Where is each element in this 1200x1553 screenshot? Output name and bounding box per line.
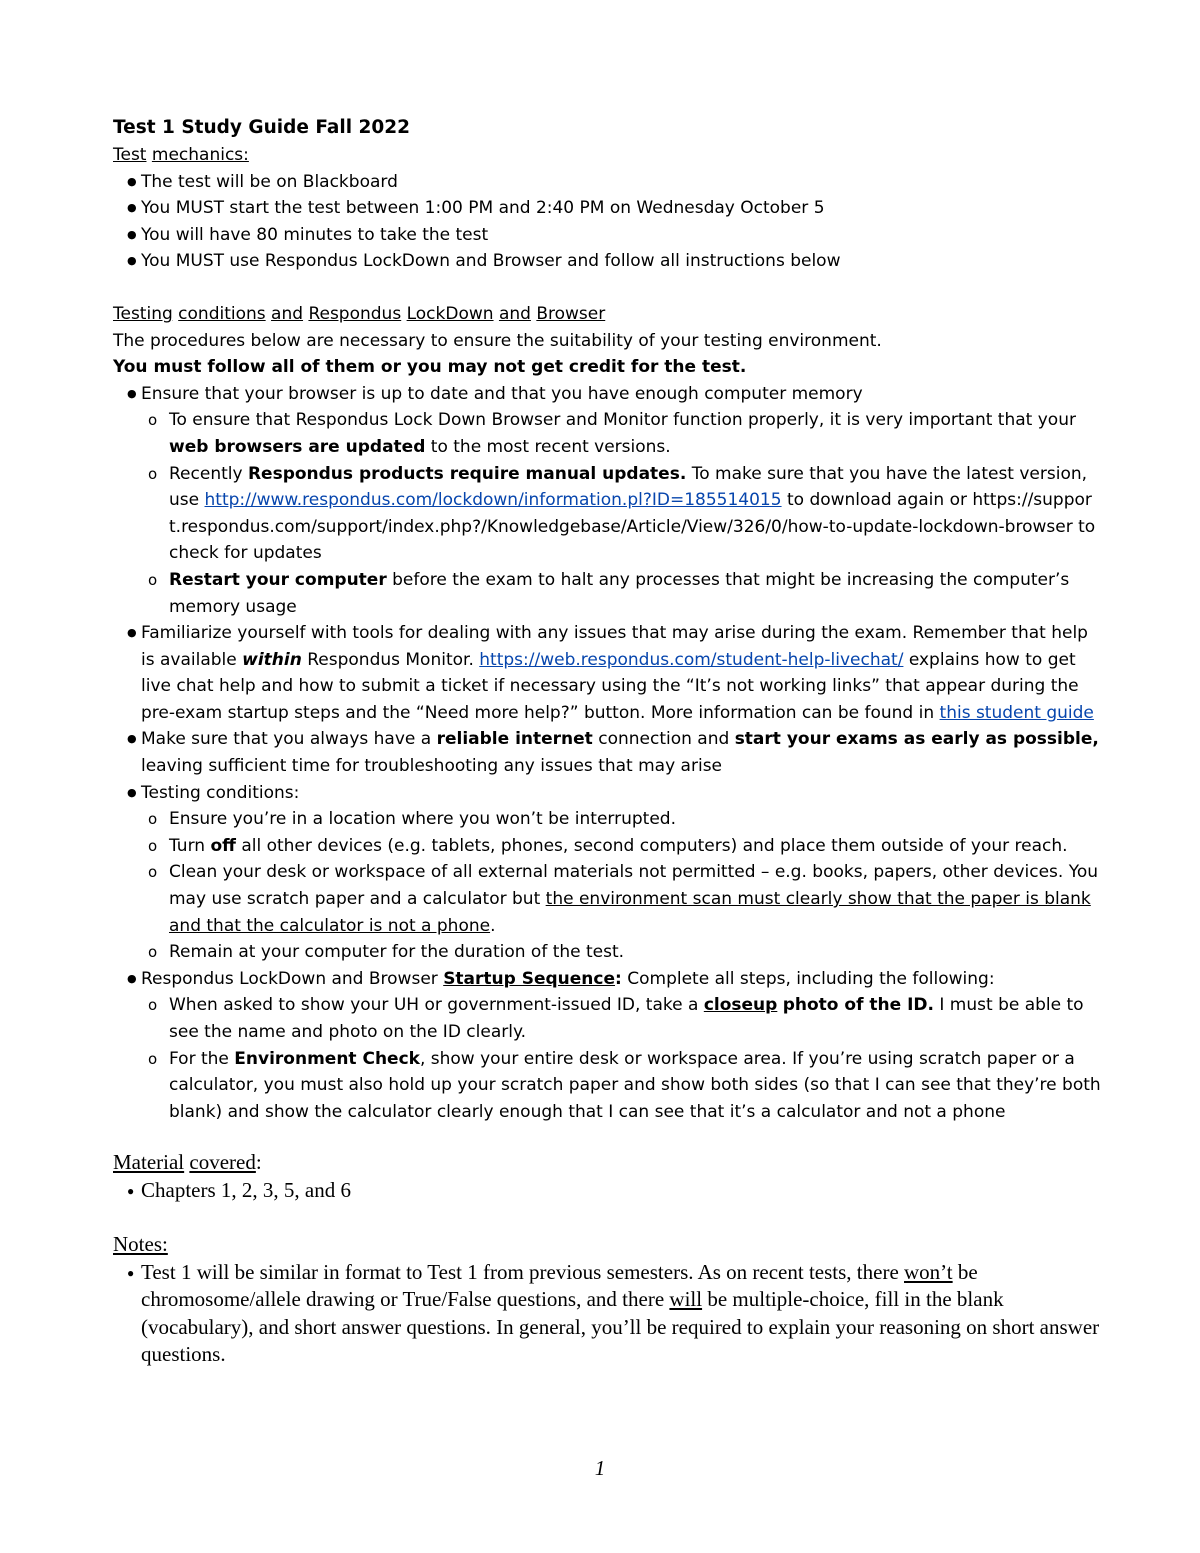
material-heading: Material covered: [113,1150,262,1175]
conditions-warning: You must follow all of them or you may not get credit for the test. [113,357,747,378]
list-item-internet: ● Make sure that you always have a reliable internet connection and start your exams as early as possible, leaving sufficient time for troubleshooting any issues that may arise [141,726,1103,779]
list-item: o For the Environment Check, show your entire desk or workspace area. If you’re using scratch paper or a calculator, you must also hold up your scratch paper and show both sides (so that I can see that they’re both blank) and show the calculator clearly enough that I can see that it’s a calculator and not a phone [169,1046,1103,1126]
list-item: o When asked to show your UH or government-issued ID, take a closeup photo of the ID. I must be able to see the name and photo on the ID clearly. [169,992,1103,1045]
student-guide-link[interactable]: this student guide [939,702,1094,723]
list-item: o Turn off all other devices (e.g. tablets, phones, second computers) and place them outside of your reach. [169,833,1103,860]
conditions-heading: Testing conditions and Respondus LockDown and Browser [113,303,606,324]
notes-heading: Notes: [113,1232,168,1257]
list-item: o Ensure you’re in a location where you won’t be interrupted. [169,806,1103,833]
mechanics-heading: Test mechanics: [113,145,249,165]
startup-sublist [141,992,1103,1125]
page-title: Test 1 Study Guide Fall 2022 [113,117,410,138]
list-item: o Clean your desk or workspace of all external materials not permitted – e.g. books, papers, other devices. You may use scratch paper and a calculator but the environment scan must clearly show that the paper is blank and that the calculator is not a phone. [169,859,1103,939]
list-item: ● You will have 80 minutes to take the test [141,222,1103,249]
conditions-intro: The procedures below are necessary to ensure the suitability of your testing environment. [113,330,882,351]
testing-sublist [141,806,1103,966]
list-item: o Restart your computer before the exam to halt any processes that might be increasing the computer’s memory usage [169,567,1103,620]
list-item-testing: ● Testing conditions: o Ensure you’re in a location where you won’t be interrupted. o Turn off all other devices (e.g. tablets, phones, second computers) and place them outside of your reach. o Clean your desk or workspace of all external materials not permitted – e.g. books, papers, other devices. You may use scratch paper and a calculator but the environment scan must clearly show that the paper is blank and that the calculator is not a phone. o Remain at your computer for the duration of the test. [141,780,1103,966]
respondus-download-link[interactable]: http://www.respondus.com/lockdown/information.pl?ID=185514015 [204,490,782,511]
list-item-familiarize: ● Familiarize yourself with tools for dealing with any issues that may arise during the exam. Remember that help is available within Respondus Monitor. https://web.respondus.com/student-help-livechat/ explains how to get live chat help and how to submit a ticket if necessary using the “It’s not working links” that appear during the pre-exam startup steps and the “Need more help?” button. More information can be found in this student guide [141,620,1103,726]
list-item: ● The test will be on Blackboard [141,169,1103,196]
material-list [113,1177,1103,1205]
list-item: o Remain at your computer for the duration of the test. [169,939,1103,966]
browser-sublist [141,407,1103,620]
list-item: o To ensure that Respondus Lock Down Browser and Monitor function properly, it is very important that your web browsers are updated to the most recent versions. [169,407,1103,460]
list-item: ● You MUST use Respondus LockDown and Browser and follow all instructions below [141,248,1103,275]
material-section [113,1149,1103,1369]
list-item: o Recently Respondus products require manual updates. To make sure that you have the latest version, use http://www.respondus.com/lockdown/information.pl?ID=185514015 to download again or https://support.respondus.com/support/index.php?/Knowledgebase/Article/View/326/0/how-to-update-lockdown-browser to check for updates [169,461,1103,567]
list-item: ● Chapters 1, 2, 3, 5, and 6 [141,1177,1103,1205]
page-number: 1 [594,1456,606,1480]
list-item: ● You MUST start the test between 1:00 PM and 2:40 PM on Wednesday October 5 [141,195,1103,222]
document-page [113,114,1103,1369]
livechat-link[interactable]: https://web.respondus.com/student-help-livechat/ [479,649,904,670]
mechanics-list [113,169,1103,275]
list-item: ● Test 1 will be similar in format to Test 1 from previous semesters. As on recent tests, there won’t be chromosome/allele drawing or True/False questions, and there will be multiple-choice, fill in the blank (vocabulary), and short answer questions. In general, you’ll be required to explain your reasoning on short answer questions. [141,1259,1103,1369]
conditions-list [113,381,1103,1126]
list-item-startup: ● Respondus LockDown and Browser Startup Sequence: Complete all steps, including the following: o When asked to show your UH or government-issued ID, take a closeup photo of the ID. I must be able to see the name and photo on the ID clearly. o For the Environment Check, show your entire desk or workspace area. If you’re using scratch paper or a calculator, you must also hold up your scratch paper and show both sides (so that I can see that they’re both blank) and show the calculator clearly enough that I can see that it’s a calculator and not a phone [141,966,1103,1126]
notes-list [113,1259,1103,1369]
list-item-browser: ● Ensure that your browser is up to date and that you have enough computer memory o To ensure that Respondus Lock Down Browser and Monitor function properly, it is very important that your web browsers are updated to the most recent versions. o Recently Respondus products require manual updates. To make sure that you have the latest version, use http://www.respondus.com/lockdown/information.pl?ID=185514015 to download again or https://support.respondus.com/support/index.php?/Knowledgebase/Article/View/326/0/how-to-update-lockdown-browser to check for updates o Restart your computer before the exam to halt any processes that might be increasing the computer’s memory usage [141,381,1103,620]
